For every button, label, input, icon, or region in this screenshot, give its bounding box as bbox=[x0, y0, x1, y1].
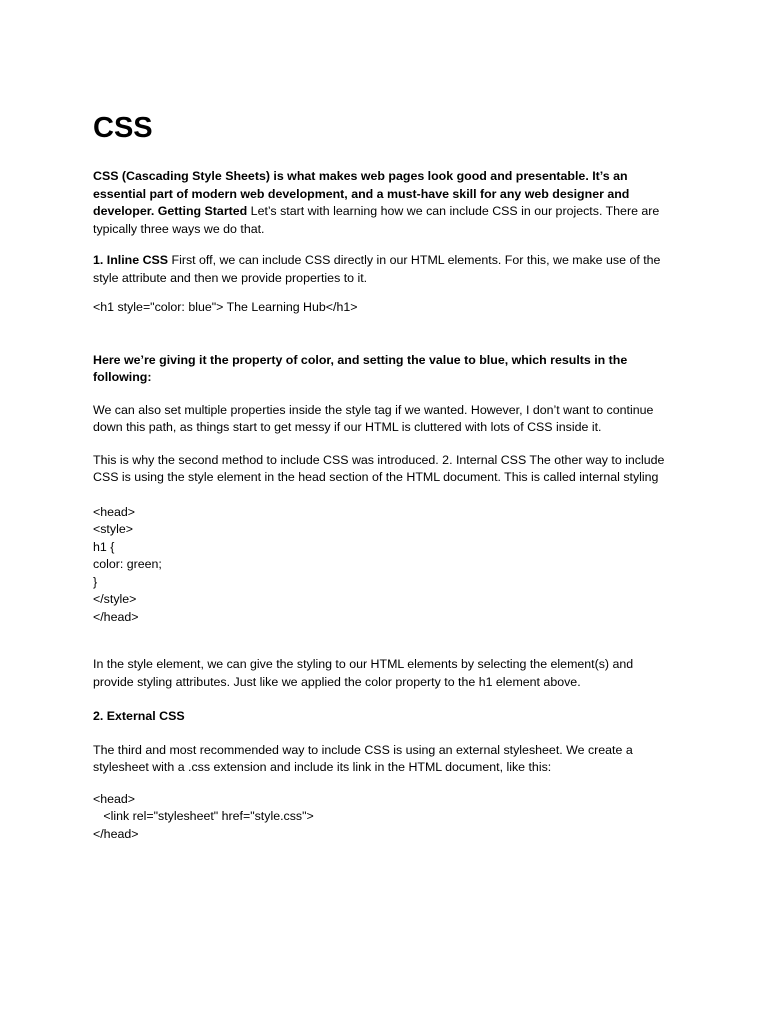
inline-css-heading-text: 1. Inline CSS bbox=[93, 253, 169, 267]
inline-css-body-text: First off, we can include CSS directly in our HTML elements. For this, we make use of the style attribute and then we provide properties to it. bbox=[93, 253, 661, 285]
code-line: <head> bbox=[93, 504, 136, 519]
code-line: h1 { bbox=[93, 539, 115, 554]
code-line: color: green; bbox=[93, 557, 162, 571]
page-title: CSS bbox=[93, 112, 153, 144]
code-line: </head> bbox=[93, 826, 139, 841]
external-css-heading: 2. External CSS bbox=[93, 709, 185, 723]
code-line: } bbox=[93, 574, 98, 589]
intro-regular-text: Let’s start with learning how we can include CSS in our projects. There are typically three ways we do that. bbox=[93, 204, 660, 236]
intro-bold-text: CSS (Cascading Style Sheets) is what makes web pages look good and presentable. It’s an essential part of modern web development, and a must-have skill for any web designer and developer. Getting Started bbox=[93, 169, 630, 218]
external-css-paragraph: The third and most recommended way to include CSS is using an external stylesheet. We create a stylesheet with a .css extension and include its link in the HTML document, like this: bbox=[93, 742, 633, 774]
multiple-properties-paragraph: We can also set multiple properties inside the style tag if we wanted. However, I don’t want to continue down this path, as things start to get messy if our HTML is cluttered with lots of CSS inside it. bbox=[93, 402, 654, 434]
code-line: </head> bbox=[93, 609, 139, 624]
internal-css-code-block bbox=[93, 504, 675, 627]
intro-paragraph bbox=[93, 168, 675, 238]
code-line: <head> bbox=[93, 791, 136, 806]
inline-css-paragraph bbox=[93, 252, 675, 287]
code-line: <style> bbox=[93, 522, 133, 536]
inline-code-example: <h1 style="color: blue"> The Learning Hub</h1> bbox=[93, 300, 358, 314]
code-line: </style> bbox=[93, 592, 137, 606]
external-css-code-block bbox=[93, 791, 675, 844]
internal-css-paragraph: This is why the second method to include CSS was introduced. 2. Internal CSS The other way to include CSS is using the style element in the head section of the HTML document. This is called internal styling bbox=[93, 452, 665, 484]
style-element-note-paragraph: In the style element, we can give the styling to our HTML elements by selecting the element(s) and provide styling attributes. Just like we applied the color property to the h1 element above. bbox=[93, 657, 634, 689]
code-line: <link rel="stylesheet" href="style.css"> bbox=[93, 809, 314, 823]
color-note-paragraph: Here we’re giving it the property of color, and setting the value to blue, which results in the following: bbox=[93, 352, 628, 384]
